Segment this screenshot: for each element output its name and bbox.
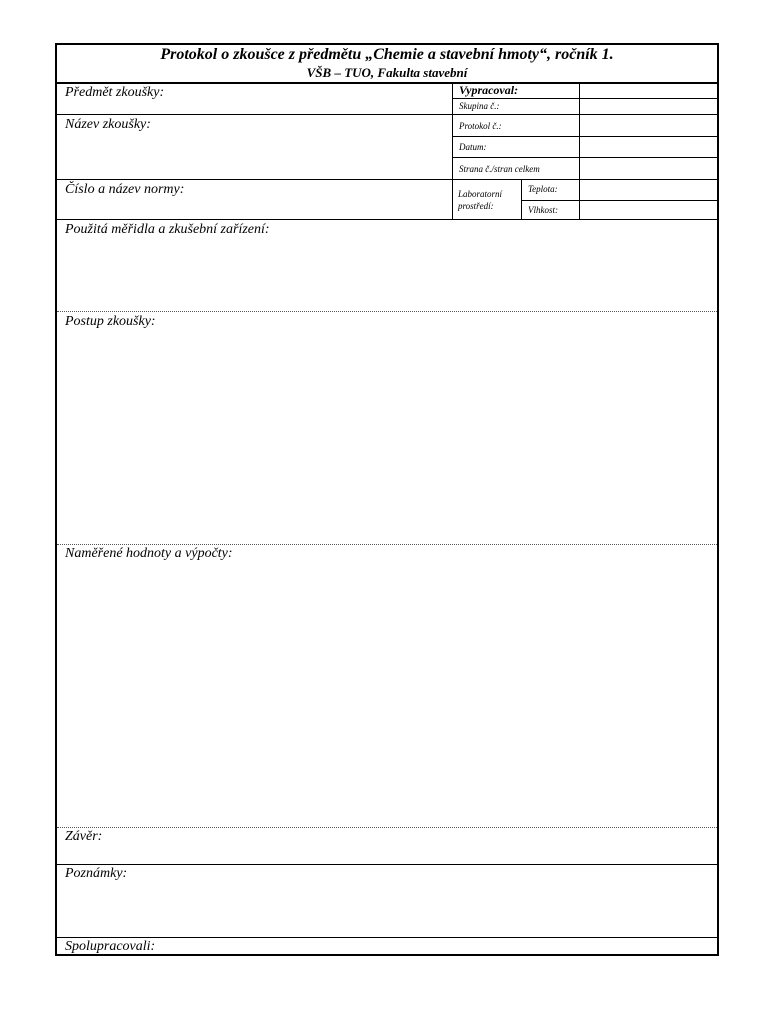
group-field[interactable] <box>580 99 719 114</box>
instruments-label: Použitá měřidla a zkušební zařízení: <box>65 222 270 237</box>
vline-info-left <box>452 83 453 220</box>
subject-field[interactable] <box>57 83 452 114</box>
procedure-label: Postup zkoušky: <box>65 314 156 329</box>
humidity-label: Vlhkost: <box>528 205 558 215</box>
procedure-field[interactable] <box>57 312 719 544</box>
temperature-label: Teplota: <box>528 184 558 194</box>
conclusion-field[interactable] <box>57 828 719 864</box>
group-label: Skupina č.: <box>459 101 500 111</box>
protocol-no-field[interactable] <box>580 115 719 136</box>
conclusion-label: Závěr: <box>65 829 103 844</box>
pages-field[interactable] <box>580 158 719 179</box>
measured-label: Naměřené hodnoty a výpočty: <box>65 546 233 561</box>
collaborators-label: Spolupracovali: <box>65 939 156 954</box>
norm-field[interactable] <box>57 180 452 219</box>
date-field[interactable] <box>580 137 719 157</box>
measured-field[interactable] <box>57 545 719 827</box>
temperature-field[interactable] <box>580 180 719 200</box>
collaborators-field[interactable] <box>57 938 719 954</box>
date-label: Datum: <box>459 142 487 152</box>
lab-env-label: Laboratorní prostředí: <box>458 189 503 211</box>
protocol-form <box>55 43 719 956</box>
notes-label: Poznámky: <box>65 866 128 881</box>
norm-label: Číslo a název normy: <box>65 182 185 197</box>
prepared-by-field[interactable] <box>580 83 719 98</box>
protocol-no-label: Protokol č.: <box>459 121 502 131</box>
test-name-label: Název zkoušky: <box>65 117 151 132</box>
subject-label: Předmět zkoušky: <box>65 85 165 100</box>
test-name-field[interactable] <box>57 115 452 179</box>
instruments-field[interactable] <box>57 220 719 311</box>
pages-label: Strana č./stran celkem <box>459 164 540 174</box>
humidity-field[interactable] <box>580 201 719 219</box>
notes-field[interactable] <box>57 865 719 937</box>
form-subtitle: VŠB – TUO, Fakulta stavební <box>306 65 468 80</box>
prepared-by-label: Vypracoval: <box>459 83 519 97</box>
form-title: Protokol o zkoušce z předmětu „Chemie a stavební hmoty“, ročník 1. <box>160 46 614 63</box>
